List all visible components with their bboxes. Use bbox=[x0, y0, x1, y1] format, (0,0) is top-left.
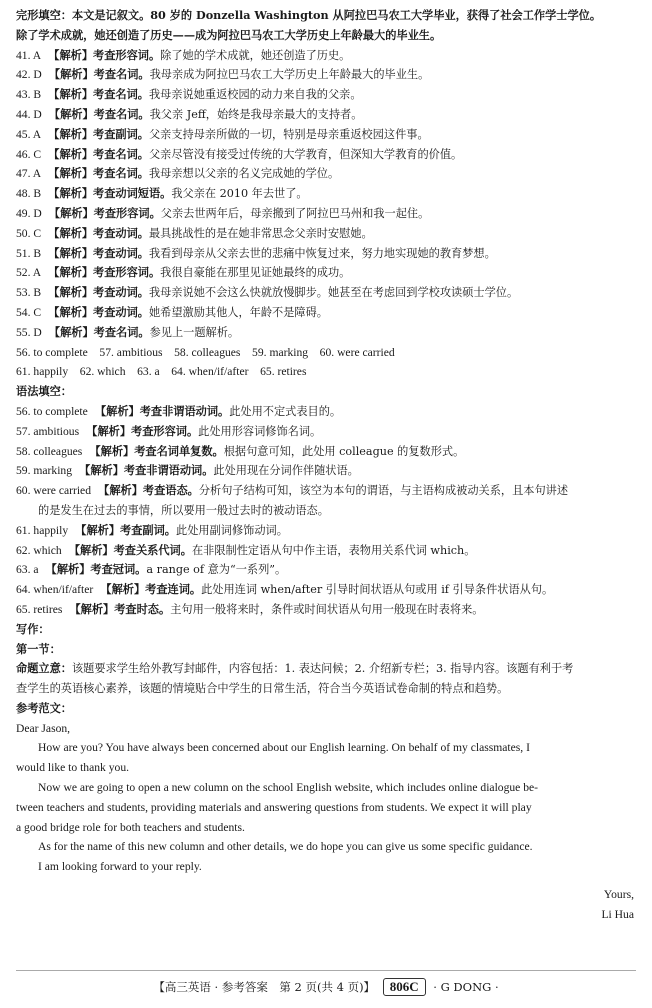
cloze-answer-row bbox=[16, 204, 640, 224]
grammar-answer-row bbox=[16, 442, 640, 462]
analysis-tag: 【解析】考查连词。 bbox=[100, 582, 202, 597]
analysis-tag: 【解析】考查语态。 bbox=[98, 483, 199, 498]
cloze-answer-row bbox=[16, 65, 640, 85]
analysis-tag: 【解析】考查形容词。 bbox=[48, 265, 161, 280]
analysis-text: 此处用连词 when/after 引导时间状语从句或用 if 引导条件状语从句。 bbox=[201, 583, 554, 597]
letter-p1-line2: would like to thank you. bbox=[16, 761, 130, 775]
answer-number: 53. B bbox=[16, 286, 42, 300]
analysis-tag: 【解析】考查关系代词。 bbox=[68, 542, 192, 557]
answer-number: 45. A bbox=[16, 127, 42, 141]
cloze-answer-row bbox=[16, 46, 640, 66]
answer-number: 43. B bbox=[16, 88, 42, 102]
analysis-text: 我看到母亲从父亲去世的悲痛中恢复过来，努力地实现她的教育梦想。 bbox=[148, 246, 496, 260]
analysis-tag: 【解析】考查冠词。 bbox=[45, 562, 147, 577]
grammar-answer-row bbox=[16, 521, 640, 541]
analysis-text: 最具挑战性的是在她非常思念父亲时安慰她。 bbox=[148, 226, 373, 240]
grammar-summary-row1 bbox=[16, 343, 640, 363]
grammar-answer-row bbox=[16, 481, 640, 501]
cloze-answer-row bbox=[16, 105, 640, 125]
analysis-text: 分析句子结构可知，该空为本句的谓语，与主语构成被动关系，且本句讲述 bbox=[198, 484, 569, 498]
analysis-tag: 【解析】考查副词。 bbox=[75, 522, 176, 537]
cloze-answer-row bbox=[16, 283, 640, 303]
intent-line2: 查学生的英语核心素养，该题的情境贴合中学生的日常生活，符合当今英语试卷命制的特点和趋势。 bbox=[16, 682, 509, 696]
analysis-text: 她希望激励其他人，年龄不是障碍。 bbox=[148, 305, 328, 319]
analysis-tag: 【解析】考查形容词。 bbox=[86, 423, 199, 438]
intent-line1 bbox=[16, 659, 640, 679]
writing-heading: 写作： bbox=[16, 621, 50, 636]
analysis-tag: 【解析】考查非谓语动词。 bbox=[79, 463, 214, 478]
analysis-text: 根据句意可知，此处用 colleague 的复数形式。 bbox=[223, 444, 465, 458]
analysis-text: 主句用一般将来时，条件或时间状语从句用一般现在时表将来。 bbox=[170, 602, 484, 616]
footer-page-info: 【高三英语 · 参考答案 第 2 页(共 4 页)】 bbox=[153, 980, 376, 994]
cloze-answer-row bbox=[16, 85, 640, 105]
cloze-answer-row bbox=[16, 263, 640, 283]
analysis-text: 除了她的学术成就，她还创造了历史。 bbox=[160, 48, 351, 62]
answer-word: 60. were carried bbox=[16, 484, 91, 498]
analysis-tag: 【解析】考查名词。 bbox=[48, 324, 150, 339]
analysis-tag: 【解析】考查名词。 bbox=[48, 106, 150, 121]
answer-number: 44. D bbox=[16, 107, 42, 121]
intent-text1: 该题要求学生给外教写封邮件，内容包括：1. 表达问候；2. 介绍新专栏；3. 指导内容。该题有利于考 bbox=[71, 662, 574, 676]
answer-number: 41. A bbox=[16, 48, 42, 62]
writing-section-heading: 第一节： bbox=[16, 641, 61, 656]
analysis-text: 此处用副词修饰动词。 bbox=[176, 523, 288, 537]
analysis-text: 父亲支持母亲所做的一切，特别是母亲重返校园这件事。 bbox=[148, 127, 429, 141]
summary-item: 56. to complete bbox=[16, 345, 88, 359]
grammar-summary-row2 bbox=[16, 362, 640, 382]
letter-p2-line2: tween teachers and students, providing materials and answering questions from students. We expect it will play bbox=[16, 800, 532, 814]
answer-word: 61. happily bbox=[16, 523, 69, 537]
analysis-text: 在非限制性定语从句中作主语，表物用关系代词 which。 bbox=[191, 543, 476, 557]
grammar-answer-row bbox=[16, 580, 640, 600]
analysis-text: 此处用现在分词作伴随状语。 bbox=[213, 464, 359, 478]
answer-word: 62. which bbox=[16, 543, 62, 557]
cloze-answer-row bbox=[16, 323, 640, 343]
analysis-tag: 【解析】考查时态。 bbox=[69, 601, 171, 616]
analysis-tag: 【解析】考查非谓语动词。 bbox=[94, 403, 230, 418]
analysis-tag: 【解析】考查动词。 bbox=[48, 225, 149, 240]
answer-number: 49. D bbox=[16, 206, 42, 220]
analysis-tag: 【解析】考查动词。 bbox=[48, 285, 149, 300]
letter-p1-line1: How are you? You have always been concerned about our English learning. On behalf of my classmates, I bbox=[38, 741, 530, 755]
letter-salutation: Dear Jason, bbox=[16, 721, 71, 735]
answer-word: 63. a bbox=[16, 563, 39, 577]
answer-word: 64. when/if/after bbox=[16, 583, 94, 597]
analysis-tag: 【解析】考查名词。 bbox=[48, 166, 149, 181]
cloze-heading: 完形填空： bbox=[16, 8, 72, 22]
summary-item: 61. happily bbox=[16, 365, 69, 379]
cloze-answer-row bbox=[16, 184, 640, 204]
cloze-answer-row bbox=[16, 303, 640, 323]
answer-number: 54. C bbox=[16, 305, 42, 319]
answer-word: 56. to complete bbox=[16, 404, 88, 418]
analysis-tag: 【解析】考查名词。 bbox=[48, 67, 150, 82]
cloze-intro-text1: 本文是记叙文。80 岁的 Donzella Washington 从阿拉巴马农工大学毕业，获得了社会工作学士学位。 bbox=[71, 8, 602, 22]
analysis-text: 父亲尽管没有接受过传统的大学教育，但深知大学教育的价值。 bbox=[148, 147, 463, 161]
answer-number: 42. D bbox=[16, 68, 42, 82]
analysis-tag: 【解析】考查名词。 bbox=[48, 87, 149, 102]
answer-word: 65. retires bbox=[16, 602, 63, 616]
summary-item: 65. retires bbox=[260, 365, 307, 379]
summary-item: 62. which bbox=[79, 365, 126, 379]
footer-brand: · G DONG · bbox=[433, 980, 499, 994]
grammar-heading: 语法填空： bbox=[16, 384, 72, 399]
answer-number: 52. A bbox=[16, 266, 42, 280]
answer-word: 58. colleagues bbox=[16, 444, 83, 458]
analysis-tag: 【解析】考查动词短语。 bbox=[48, 186, 172, 201]
analysis-text: 我母亲说她重返校园的动力来自我的父亲。 bbox=[148, 88, 362, 102]
analysis-text: 我母亲成为阿拉巴马农工大学历史上年龄最大的毕业生。 bbox=[149, 68, 430, 82]
answer-number: 50. C bbox=[16, 226, 42, 240]
cloze-answer-row bbox=[16, 164, 640, 184]
analysis-text: 我母亲想以父亲的名义完成她的学位。 bbox=[148, 167, 340, 181]
analysis-tag: 【解析】考查动词。 bbox=[48, 245, 149, 260]
analysis-text: 此处用不定式表目的。 bbox=[229, 404, 342, 418]
analysis-tag: 【解析】考查名词单复数。 bbox=[89, 443, 224, 458]
summary-item: 57. ambitious bbox=[99, 345, 163, 359]
letter-p3-line1: As for the name of this new column and other details, we do hope you can give us some specific guidance. bbox=[38, 840, 533, 854]
analysis-text: a range of 意为“一系列”。 bbox=[146, 563, 287, 577]
answer-number: 46. C bbox=[16, 147, 42, 161]
cloze-intro-line2: 除了学术成就，她还创造了历史——成为阿拉巴马农工大学历史上年龄最大的毕业生。 bbox=[16, 27, 442, 42]
analysis-text: 此处用形容词修饰名词。 bbox=[198, 424, 322, 438]
summary-item: 63. a bbox=[137, 365, 160, 379]
analysis-text: 我父亲 Jeff，始终是我母亲最大的支持者。 bbox=[149, 107, 363, 121]
footer-divider bbox=[16, 970, 636, 971]
cloze-answer-row bbox=[16, 145, 640, 165]
letter-signature: Li Hua bbox=[601, 907, 634, 921]
letter-p4-line1: I am looking forward to your reply. bbox=[38, 860, 202, 874]
analysis-tag: 【解析】考查形容词。 bbox=[48, 205, 161, 220]
cloze-answer-row bbox=[16, 125, 640, 145]
cloze-intro-line1 bbox=[16, 6, 640, 26]
grammar-answer-row bbox=[16, 560, 640, 580]
grammar-answer-row bbox=[16, 402, 640, 422]
letter-closing: Yours, bbox=[603, 888, 634, 902]
summary-item: 59. marking bbox=[252, 345, 309, 359]
analysis-text: 父亲去世两年后，母亲搬到了阿拉巴马州和我一起住。 bbox=[160, 206, 430, 220]
answer-word: 59. marking bbox=[16, 464, 73, 478]
answer-number: 51. B bbox=[16, 246, 42, 260]
grammar-answer-row bbox=[16, 541, 640, 561]
analysis-tag: 【解析】考查名词。 bbox=[48, 146, 149, 161]
analysis-text: 我母亲说她不会这么快就放慢脚步。她甚至在考虑回到学校攻读硕士学位。 bbox=[148, 286, 519, 300]
cloze-answer-row bbox=[16, 224, 640, 244]
summary-item: 60. were carried bbox=[319, 345, 395, 359]
answer-number: 47. A bbox=[16, 167, 42, 181]
answer-page bbox=[16, 6, 640, 925]
grammar-answer-list bbox=[16, 402, 640, 620]
analysis-tag: 【解析】考查形容词。 bbox=[48, 47, 161, 62]
answer-number: 55. D bbox=[16, 325, 42, 339]
letter-p2-line3: a good bridge role for both teachers and students. bbox=[16, 820, 245, 834]
letter-p2-line1: Now we are going to open a new column on the school English website, which includes online dialogue be- bbox=[38, 781, 539, 795]
page-footer bbox=[0, 978, 652, 996]
answer-number: 48. B bbox=[16, 187, 42, 201]
analysis-text: 我很自豪能在那里见证她最终的成功。 bbox=[160, 266, 351, 280]
analysis-continuation: 的是发生在过去的事情，所以要用一般过去时的被动语态。 bbox=[38, 503, 329, 517]
analysis-tag: 【解析】考查副词。 bbox=[48, 126, 149, 141]
analysis-tag: 【解析】考查动词。 bbox=[48, 304, 149, 319]
analysis-text: 我父亲在 2010 年去世了。 bbox=[171, 187, 308, 201]
analysis-text: 参见上一题解析。 bbox=[149, 325, 240, 339]
answer-word: 57. ambitious bbox=[16, 424, 80, 438]
cloze-answer-row bbox=[16, 244, 640, 264]
summary-item: 64. when/if/after bbox=[171, 365, 249, 379]
summary-item: 58. colleagues bbox=[174, 345, 241, 359]
sample-heading: 参考范文： bbox=[16, 700, 72, 715]
cloze-answer-list bbox=[16, 46, 640, 343]
grammar-answer-row bbox=[16, 600, 640, 620]
paper-code: 806C bbox=[383, 978, 426, 996]
intent-heading: 命题立意： bbox=[16, 661, 72, 676]
grammar-answer-row bbox=[16, 422, 640, 442]
grammar-answer-row bbox=[16, 461, 640, 481]
